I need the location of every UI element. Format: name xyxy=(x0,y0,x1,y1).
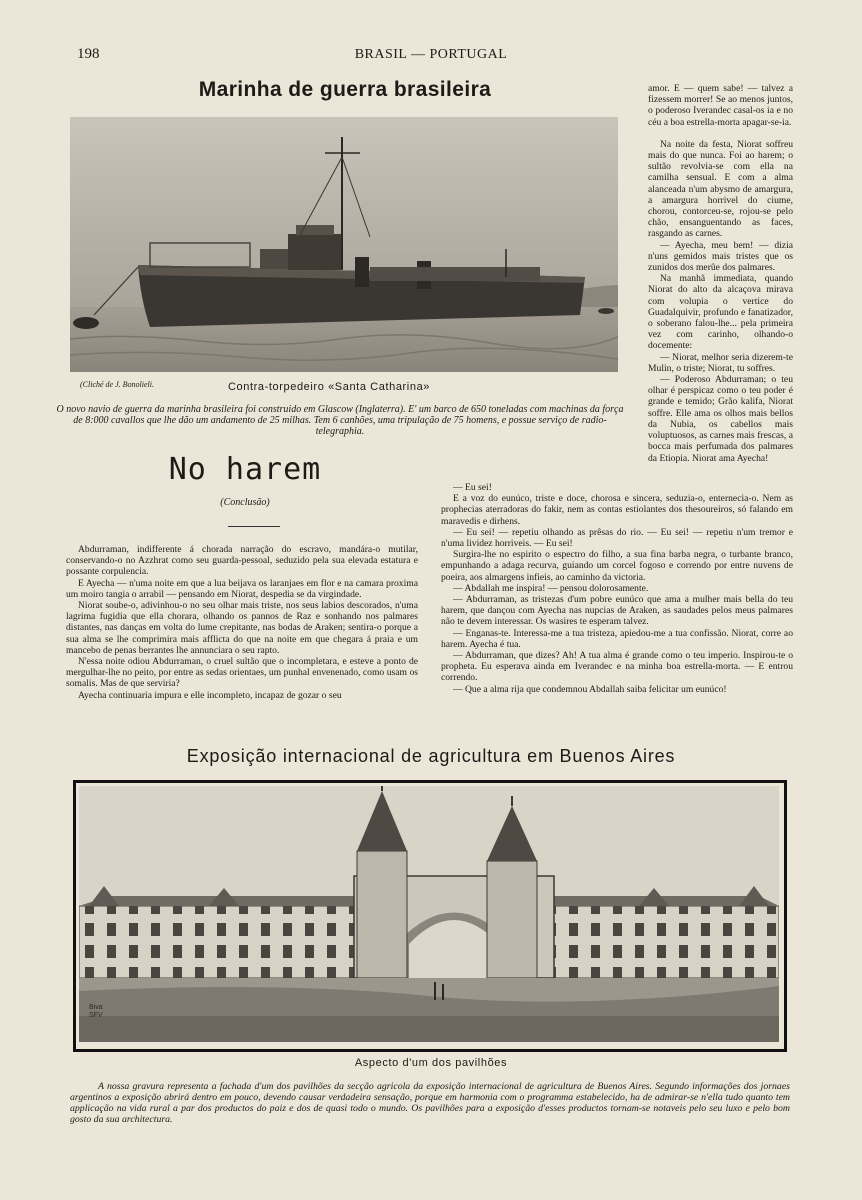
running-head: BRASIL — PORTUGAL xyxy=(354,47,508,62)
paragraph: — Abdurraman, as tristezas d'um pobre eunúco que ama a mulher mais bella do teu harem, que dançou com Ayecha nas nupcias de Araken, as saudades pelos meus palmares não te devem interessar. Os wasires te esperam talvez. xyxy=(441,594,793,628)
story-column-left xyxy=(66,544,418,701)
paragraph: Surgira-lhe no espirito o espectro do filho, a sua fina barba negra, o turbante branco, empunhando a adaga recurva, guiando um corcel fogoso e correndo por entre nuvens de poeira, aos almargens infieis, ao caminho da victoria. xyxy=(441,549,793,583)
photo-caption: Aspecto d'um dos pavilhões xyxy=(354,1057,508,1069)
paragraph: E Ayecha — n'uma noite em que a lua beijava os laranjaes em flor e na camara proxima um moiro tangia o arrabil — pensando em Niorat, despedia se da virgindade. xyxy=(66,577,418,600)
paragraph: E a voz do eunúco, triste e doce, chorosa e sincera, seduzia-o, enternecia-o. Nem as prophecias aterradoras do fakir, nem as contas estiolantes dos thesoureiros, só falando em maravedis e dirhens. xyxy=(441,493,793,527)
paragraph: — Ayecha, meu bem! — dizia n'uns gemidos mais tristes que os zunidos dos merûe dos palmares. xyxy=(648,239,793,274)
paragraph: Na noite da festa, Niorat soffreu mais do que nunca. Foi ao harem; o sultão revolvia-se com ella na camilha sensual. E com a alma alanceada n'um abysmo de amargura, a amargura horrivel do ciume, chorou, contorceu-se, rojou-se pelo chão, ensanguentando as faces, rasgando as carnes. xyxy=(648,138,793,240)
paragraph: — Que a alma rija que condemnou Abdallah saiba felicitar um eunúco! xyxy=(453,683,727,695)
pavilion-photo xyxy=(79,786,779,1042)
ship-photo xyxy=(70,117,618,372)
paragraph: — Niorat, melhor seria dizerem-te Mulin, o triste; Niorat, tu soffres. xyxy=(648,351,793,374)
paragraph: A nossa gravura representa a fachada d'um dos pavilhões da secção agricola da exposição internacional de agricultura de Buenos Aires. Segundo informações dos jornaes argentinos a exposição abrirá dentro em pouco, devendo causar verdadeira sensação, porque em harmonia com o programma estabelecido, ha de admirar-se n'ella tudo quanto tem applicação na vida rural a par dos productos do paiz e dos de quasi todo o mundo. Os pavilhões para a exposição d'esses productos tornam-se notaveis pelo seu luxo e pelo bom gosto da sua architectura. xyxy=(70,1081,790,1125)
paragraph: — Eu sei! xyxy=(453,482,492,493)
paragraph: — Abdurraman, que dizes? Ah! A tua alma é grande como o teu imperio. Inspirou-te o propheta. Eu esperava ainda em Iverandec e na minha boa estrella-morta. — E entrou correndo. xyxy=(441,650,793,684)
article-note-marinha: O novo navio de guerra da marinha brasileira foi construido em Glascow (Inglaterra). E' um barco de 650 toneladas com machinas da força de 8:000 cavallos que lhe dão um andamento de 25 milhas. Tem 6 canhões, uma tripulação de 75 homens, e possue serviço de radio-telegraphia. xyxy=(56,404,624,437)
photo-caption: Contra-torpedeiro «Santa Catharina» xyxy=(228,381,431,393)
page-number: 198 xyxy=(77,46,100,62)
article-note-exposicao xyxy=(70,1081,790,1125)
paragraph: N'essa noite odiou Abdurraman, o cruel sultão que o incompletara, e esteve a ponto de mergulhar-lhe no peito, por entre as sedas orientaes, um punhal envenenado, como usam os somalis. Mas de que serviria? xyxy=(66,656,418,690)
paragraph: — Eu sei! — repetiu olhando as prêsas do rio. — Eu sei! — repetiu n'um tremor e n'uma lividez horriveis. — Eu sei! xyxy=(441,526,793,550)
story-right-column xyxy=(648,83,793,464)
paragraph: — Enganas-te. Interessa-me a tua tristeza, apiedou-me a tua confissão. Niorat, corre ao harem. Ayecha é tua. xyxy=(441,627,793,650)
paragraph: — Abdallah me inspira! — pensou dolorosamente. xyxy=(453,582,649,594)
photo-credit: (Cliché de J. Bonolieli. xyxy=(80,380,154,389)
paragraph: Abdurraman, indifferente á chorada narração do escravo, mandára-o mutilar, conservando-o no Azzhrat como seu guarda-pessoal, seduzido pela sua elevada estatura e possante corpulencia. xyxy=(66,544,418,578)
title-rule xyxy=(228,526,280,527)
pavilion-illustration xyxy=(79,786,779,1042)
ship-illustration xyxy=(70,117,618,372)
story-column-right xyxy=(441,460,793,695)
paragraph: — Poderoso Abdurraman; o teu olhar é perspicaz como o teu poder é grande e temido; Grão kalifa, Niorat soffre. Elle ama os olhos mais bellos da Nubia, os cabellos mais voluptuosos, as carnes mais frescas, a bocca mais perfumada dos palmares da Etiopia. Niorat ama Ayecha! xyxy=(648,374,793,464)
story-title: No harem xyxy=(168,452,322,487)
article-title-exposicao: Exposição internacional de agricultura em Buenos Aires xyxy=(186,746,676,766)
paragraph: amor. E — quem sabe! — talvez a fizessem morrer! Se ao menos juntos, o poderoso Iverandec casal-os ia e no céu a boa estrella-morta apagar-se-ia. xyxy=(648,83,793,128)
story-subtitle: (Conclusão) xyxy=(220,497,270,508)
spacer xyxy=(441,460,793,482)
article-title-marinha: Marinha de guerra brasileira xyxy=(198,78,492,101)
paragraph: Niorat soube-o, adivinhou-o no seu olhar mais triste, nos seus labios descorados, n'uma lagrima fugidia que ella chorara, olhando os pannos de Raz e sonhando nos palmares distantes, nas danças em volta do lume crepitante, nas bodas de Araken; sentira-o porque a sua alma se lhe comprimira mais afflicta do que na noite em que chegara á praia e um mancebo de penas berrantes lhe annunciara o seu rapto. xyxy=(66,600,418,656)
paragraph: Na manhã immediata, quando Niorat do alto da alcaçova mirava com volupia o vertice do Guadalquivir, profundo e fanatizador, o soberano falou-lhe... pela primeira vez com carinho, olhando-o docemente: xyxy=(648,273,793,352)
paragraph: Ayecha continuaria impura e elle incompleto, incapaz de gozar o seu xyxy=(78,689,342,701)
engraver-signature: Biva SFV xyxy=(89,1004,103,1019)
